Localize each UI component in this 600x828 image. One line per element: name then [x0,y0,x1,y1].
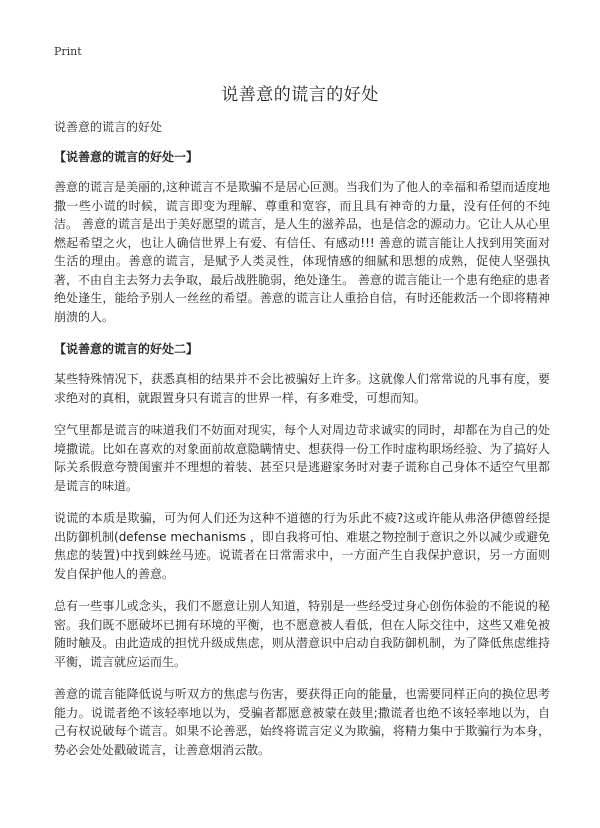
section-2-paragraph-2: 空气里都是谎言的味道我们不妨面对现实，每个人对周边苛求诚实的同时，却都在为自己的处境撒谎。比如在喜欢的对象面前故意隐瞒情史、想获得一份工作时虚构职场经验、为了搞好人际关系假意夸赞闺蜜并不理想的着装、甚至只是逃避家务时对妻子谎称自己身体不适空气里都是谎言的味道。 [54,423,550,493]
article-body [54,118,550,773]
section-2-paragraph-5: 善意的谎言能降低说与听双方的焦虑与伤害，要获得正向的能量，也需要同样正向的换位思考能力。说谎者绝不该轻率地以为，受骗者都愿意被蒙在鼓里;撒谎者也绝不该轻率地以为，自己有权说破每个谎言。如果不论善恶，始终将谎言定义为欺骗，将精力集中于欺骗行为本身，势必会处处戳破谎言，让善意烟消云散。 [54,687,550,757]
section-heading-1: 【说善意的谎言的好处一】 [54,150,199,164]
section-1-paragraph-1: 善意的谎言是美丽的,这种谎言不是欺骗不是居心叵测。当我们为了他人的幸福和希望而适度地撒一些小谎的时候，谎言即变为理解、尊重和宽容，而且具有神奇的力量，没有任何的不纯洁。 善意的谎言是出于美好愿望的谎言，是人生的滋养品，也是信念的源动力。它让人从心里燃起希望之火，也让人确信世界上有爱、有信任、有感动!!! 善意的谎言能让人找到用笑面对生活的理由。善意的谎言，是赋予人类灵性，体现情感的细腻和思想的成熟，促使人坚强执著，不由自主去努力去争取，最后战胜脆弱，绝处逢生。 善意的谎言能让一个患有绝症的患者绝处逢生，能给予别人一丝丝的希望。善意的谎言让人重拾自信，有时还能救活一个即将精神崩溃的人。 [54,180,550,324]
article-subtitle: 说善意的谎言的好处 [54,120,163,134]
section-2-paragraph-4: 总有一些事儿或念头，我们不愿意让别人知道，特别是一些经受过身心创伤体验的不能说的秘密。我们既不愿破坏已拥有环境的平衡，也不愿意被人看低，但在人际交往中，这些又难免被随时触及。由此造成的担忧升级成焦虑，则从潜意识中启动自我防御机制，为了降低焦虑维持平衡，谎言就应运而生。 [54,599,550,669]
page-title: 说善意的谎言的好处 [221,85,379,105]
section-2-paragraph-1: 某些特殊情况下，获悉真相的结果并不会比被骗好上许多。这就像人们常常说的凡事有度，要求绝对的真相，就跟置身只有谎言的世界一样，有多难受，可想而知。 [54,372,550,405]
section-2-paragraph-3: 说谎的本质是欺骗，可为何人们还为这种不道德的行为乐此不疲?这或许能从弗洛伊德曾经提出防御机制(defense mechanisms ，即自我将可怕、难堪之物控制于意识之外以减少或避免焦虑的装置)中找到蛛丝马迹。说谎者在日常需求中，一方面产生自我保护意识，另一方面则发自保护他人的善意。 [54,511,550,581]
section-heading-2: 【说善意的谎言的好处二】 [54,342,199,356]
print-link[interactable]: Print [54,45,82,58]
